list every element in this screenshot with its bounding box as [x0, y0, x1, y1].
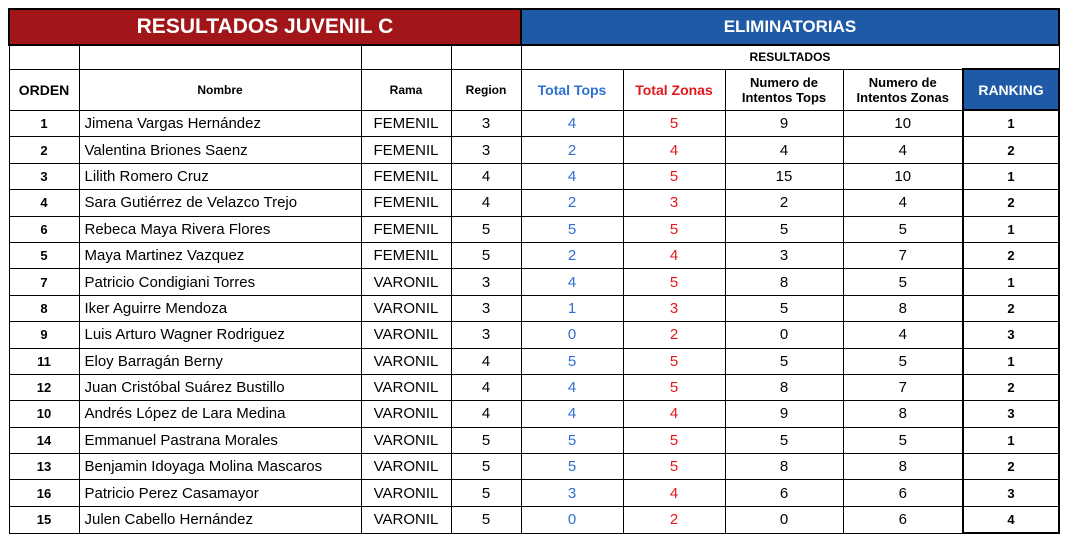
region-cell: 5	[451, 454, 521, 480]
ranking-cell: 2	[963, 374, 1059, 400]
ranking-cell: 2	[963, 137, 1059, 163]
header-intentos-zonas: Numero de Intentos Zonas	[843, 69, 963, 110]
total-tops-cell: 2	[521, 137, 623, 163]
orden-cell: 15	[9, 506, 79, 533]
nombre-cell: Lilith Romero Cruz	[79, 163, 361, 189]
rama-cell: FEMENIL	[361, 110, 451, 137]
blank-cell	[79, 45, 361, 69]
total-zonas-cell: 4	[623, 137, 725, 163]
intentos-zonas-cell: 4	[843, 190, 963, 216]
total-tops-cell: 4	[521, 269, 623, 295]
orden-cell: 5	[9, 242, 79, 268]
category-title: RESULTADOS JUVENIL C	[9, 9, 521, 45]
nombre-cell: Rebeca Maya Rivera Flores	[79, 216, 361, 242]
region-cell: 5	[451, 506, 521, 533]
ranking-cell: 1	[963, 110, 1059, 137]
intentos-zonas-cell: 7	[843, 374, 963, 400]
total-tops-cell: 5	[521, 216, 623, 242]
orden-cell: 12	[9, 374, 79, 400]
intentos-tops-cell: 6	[725, 480, 843, 506]
ranking-cell: 2	[963, 242, 1059, 268]
region-cell: 5	[451, 216, 521, 242]
rama-cell: VARONIL	[361, 401, 451, 427]
orden-cell: 3	[9, 163, 79, 189]
total-zonas-cell: 4	[623, 480, 725, 506]
orden-cell: 6	[9, 216, 79, 242]
total-tops-cell: 4	[521, 163, 623, 189]
table-row	[9, 401, 1059, 427]
rama-cell: FEMENIL	[361, 216, 451, 242]
rama-cell: VARONIL	[361, 506, 451, 533]
header-rama: Rama	[361, 69, 451, 110]
total-zonas-cell: 3	[623, 295, 725, 321]
ranking-cell: 3	[963, 480, 1059, 506]
header-region: Region	[451, 69, 521, 110]
table-row	[9, 374, 1059, 400]
intentos-tops-cell: 9	[725, 110, 843, 137]
intentos-tops-cell: 0	[725, 322, 843, 348]
orden-cell: 16	[9, 480, 79, 506]
intentos-zonas-cell: 4	[843, 322, 963, 348]
intentos-zonas-cell: 6	[843, 480, 963, 506]
ranking-cell: 3	[963, 401, 1059, 427]
header-total-zonas: Total Zonas	[623, 69, 725, 110]
intentos-tops-cell: 4	[725, 137, 843, 163]
region-cell: 3	[451, 137, 521, 163]
nombre-cell: Jimena Vargas Hernández	[79, 110, 361, 137]
total-zonas-cell: 5	[623, 110, 725, 137]
total-tops-cell: 5	[521, 427, 623, 453]
intentos-tops-cell: 5	[725, 427, 843, 453]
intentos-tops-cell: 8	[725, 374, 843, 400]
blank-cell	[451, 45, 521, 69]
total-tops-cell: 1	[521, 295, 623, 321]
intentos-zonas-cell: 4	[843, 137, 963, 163]
intentos-zonas-cell: 7	[843, 242, 963, 268]
header-ranking: RANKING	[963, 69, 1059, 110]
blank-cell	[9, 45, 79, 69]
total-zonas-cell: 5	[623, 427, 725, 453]
region-cell: 4	[451, 190, 521, 216]
total-zonas-cell: 2	[623, 322, 725, 348]
total-zonas-cell: 5	[623, 348, 725, 374]
total-zonas-cell: 4	[623, 401, 725, 427]
table-row	[9, 269, 1059, 295]
orden-cell: 7	[9, 269, 79, 295]
total-tops-cell: 2	[521, 190, 623, 216]
ranking-cell: 1	[963, 269, 1059, 295]
rama-cell: VARONIL	[361, 427, 451, 453]
results-subheader: RESULTADOS	[521, 45, 1059, 69]
rama-cell: VARONIL	[361, 322, 451, 348]
rama-cell: FEMENIL	[361, 242, 451, 268]
table-row	[9, 348, 1059, 374]
rama-cell: VARONIL	[361, 454, 451, 480]
total-tops-cell: 5	[521, 454, 623, 480]
results-table-body	[9, 9, 1059, 533]
nombre-cell: Maya Martinez Vazquez	[79, 242, 361, 268]
banner-row	[9, 9, 1059, 45]
rama-cell: VARONIL	[361, 480, 451, 506]
total-zonas-cell: 2	[623, 506, 725, 533]
ranking-cell: 2	[963, 454, 1059, 480]
round-title: ELIMINATORIAS	[521, 9, 1059, 45]
table-row	[9, 190, 1059, 216]
region-cell: 3	[451, 110, 521, 137]
nombre-cell: Valentina Briones Saenz	[79, 137, 361, 163]
intentos-tops-cell: 8	[725, 269, 843, 295]
nombre-cell: Emmanuel Pastrana Morales	[79, 427, 361, 453]
orden-cell: 14	[9, 427, 79, 453]
intentos-zonas-cell: 10	[843, 163, 963, 189]
header-total-tops: Total Tops	[521, 69, 623, 110]
rama-cell: FEMENIL	[361, 137, 451, 163]
region-cell: 5	[451, 427, 521, 453]
table-row	[9, 454, 1059, 480]
intentos-tops-cell: 5	[725, 348, 843, 374]
intentos-zonas-cell: 10	[843, 110, 963, 137]
table-row	[9, 480, 1059, 506]
subheader-row	[9, 45, 1059, 69]
intentos-zonas-cell: 5	[843, 348, 963, 374]
table-row	[9, 295, 1059, 321]
table-row	[9, 216, 1059, 242]
blank-cell	[361, 45, 451, 69]
intentos-tops-cell: 5	[725, 216, 843, 242]
nombre-cell: Andrés López de Lara Medina	[79, 401, 361, 427]
ranking-cell: 2	[963, 190, 1059, 216]
rama-cell: VARONIL	[361, 348, 451, 374]
total-tops-cell: 0	[521, 322, 623, 348]
column-header-row	[9, 69, 1059, 110]
results-table	[8, 8, 1060, 534]
header-orden: ORDEN	[9, 69, 79, 110]
region-cell: 3	[451, 295, 521, 321]
intentos-zonas-cell: 6	[843, 506, 963, 533]
orden-cell: 1	[9, 110, 79, 137]
intentos-zonas-cell: 5	[843, 427, 963, 453]
ranking-cell: 4	[963, 506, 1059, 533]
total-tops-cell: 5	[521, 348, 623, 374]
intentos-zonas-cell: 8	[843, 401, 963, 427]
orden-cell: 10	[9, 401, 79, 427]
orden-cell: 4	[9, 190, 79, 216]
nombre-cell: Eloy Barragán Berny	[79, 348, 361, 374]
rama-cell: VARONIL	[361, 295, 451, 321]
nombre-cell: Patricio Perez Casamayor	[79, 480, 361, 506]
total-tops-cell: 4	[521, 401, 623, 427]
nombre-cell: Julen Cabello Hernández	[79, 506, 361, 533]
header-nombre: Nombre	[79, 69, 361, 110]
table-row	[9, 163, 1059, 189]
rama-cell: FEMENIL	[361, 190, 451, 216]
region-cell: 3	[451, 322, 521, 348]
nombre-cell: Patricio Condigiani Torres	[79, 269, 361, 295]
nombre-cell: Iker Aguirre Mendoza	[79, 295, 361, 321]
intentos-zonas-cell: 8	[843, 295, 963, 321]
ranking-cell: 1	[963, 216, 1059, 242]
orden-cell: 13	[9, 454, 79, 480]
intentos-tops-cell: 3	[725, 242, 843, 268]
rama-cell: VARONIL	[361, 374, 451, 400]
region-cell: 4	[451, 401, 521, 427]
intentos-zonas-cell: 8	[843, 454, 963, 480]
region-cell: 4	[451, 348, 521, 374]
header-intentos-tops: Numero de Intentos Tops	[725, 69, 843, 110]
table-row	[9, 110, 1059, 137]
region-cell: 3	[451, 269, 521, 295]
results-sheet	[8, 8, 1060, 534]
total-zonas-cell: 5	[623, 454, 725, 480]
rama-cell: FEMENIL	[361, 163, 451, 189]
rama-cell: VARONIL	[361, 269, 451, 295]
intentos-tops-cell: 8	[725, 454, 843, 480]
total-tops-cell: 4	[521, 374, 623, 400]
ranking-cell: 1	[963, 427, 1059, 453]
nombre-cell: Juan Cristóbal Suárez Bustillo	[79, 374, 361, 400]
table-row	[9, 322, 1059, 348]
total-zonas-cell: 5	[623, 269, 725, 295]
region-cell: 5	[451, 242, 521, 268]
intentos-tops-cell: 5	[725, 295, 843, 321]
table-row	[9, 137, 1059, 163]
orden-cell: 11	[9, 348, 79, 374]
total-tops-cell: 2	[521, 242, 623, 268]
orden-cell: 9	[9, 322, 79, 348]
region-cell: 4	[451, 163, 521, 189]
table-row	[9, 506, 1059, 533]
nombre-cell: Sara Gutiérrez de Velazco Trejo	[79, 190, 361, 216]
ranking-cell: 1	[963, 348, 1059, 374]
intentos-tops-cell: 0	[725, 506, 843, 533]
nombre-cell: Luis Arturo Wagner Rodriguez	[79, 322, 361, 348]
total-zonas-cell: 5	[623, 163, 725, 189]
total-zonas-cell: 5	[623, 216, 725, 242]
intentos-tops-cell: 2	[725, 190, 843, 216]
ranking-cell: 1	[963, 163, 1059, 189]
intentos-zonas-cell: 5	[843, 216, 963, 242]
total-zonas-cell: 4	[623, 242, 725, 268]
table-row	[9, 427, 1059, 453]
total-tops-cell: 4	[521, 110, 623, 137]
total-zonas-cell: 3	[623, 190, 725, 216]
orden-cell: 2	[9, 137, 79, 163]
total-tops-cell: 0	[521, 506, 623, 533]
intentos-zonas-cell: 5	[843, 269, 963, 295]
region-cell: 5	[451, 480, 521, 506]
total-zonas-cell: 5	[623, 374, 725, 400]
intentos-tops-cell: 9	[725, 401, 843, 427]
nombre-cell: Benjamin Idoyaga Molina Mascaros	[79, 454, 361, 480]
intentos-tops-cell: 15	[725, 163, 843, 189]
total-tops-cell: 3	[521, 480, 623, 506]
ranking-cell: 3	[963, 322, 1059, 348]
orden-cell: 8	[9, 295, 79, 321]
ranking-cell: 2	[963, 295, 1059, 321]
region-cell: 4	[451, 374, 521, 400]
table-row	[9, 242, 1059, 268]
